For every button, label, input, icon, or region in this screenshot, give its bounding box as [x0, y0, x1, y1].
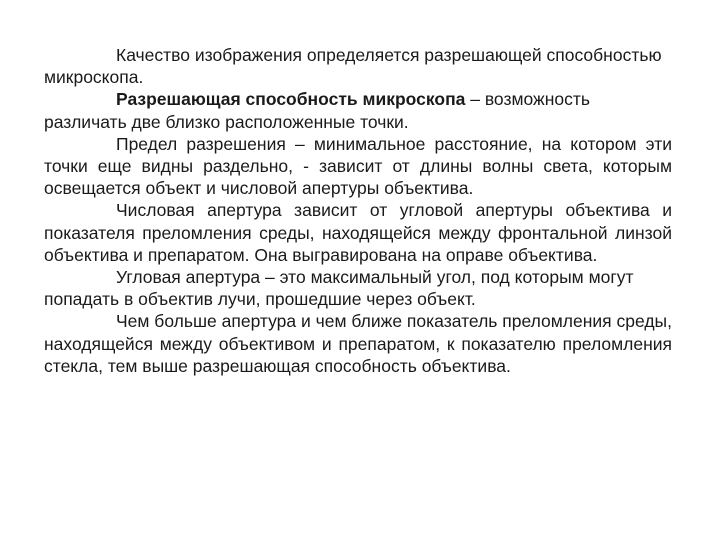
paragraph-conclusion: Чем больше апертура и чем ближе показатель преломления среды, находящейся между объективом и препаратом, к показателю преломления стекла, тем выше разрешающая способность объектива. — [44, 311, 672, 376]
definition-resolving-power: – возможность различать две близко расположенные точки. — [44, 89, 591, 132]
term-resolving-power: Разрешающая способность микроскопа — [116, 89, 466, 110]
paragraph-resolving-power — [44, 88, 672, 132]
paragraph-numerical-aperture: Числовая апертура зависит от угловой апертуры объектива и показателя преломления среды, находящейся между фронтальной линзой объектива и препаратом. Она выгравирована на оправе объектива. — [44, 200, 672, 265]
paragraph-resolution-limit: Предел разрешения – минимальное расстояние, на котором эти точки еще видны раздельно, - зависит от длины волны света, которым освещается объект и числовой апертуры объектива. — [44, 133, 672, 199]
paragraph-angular-aperture: Угловая апертура – это максимальный угол, под которым могут попадать в объектив лучи, прошедшие через объект. — [44, 267, 634, 310]
paragraph-image-quality: Качество изображения определяется разрешающей способностью микроскопа. — [44, 45, 662, 88]
text-body — [44, 44, 672, 377]
